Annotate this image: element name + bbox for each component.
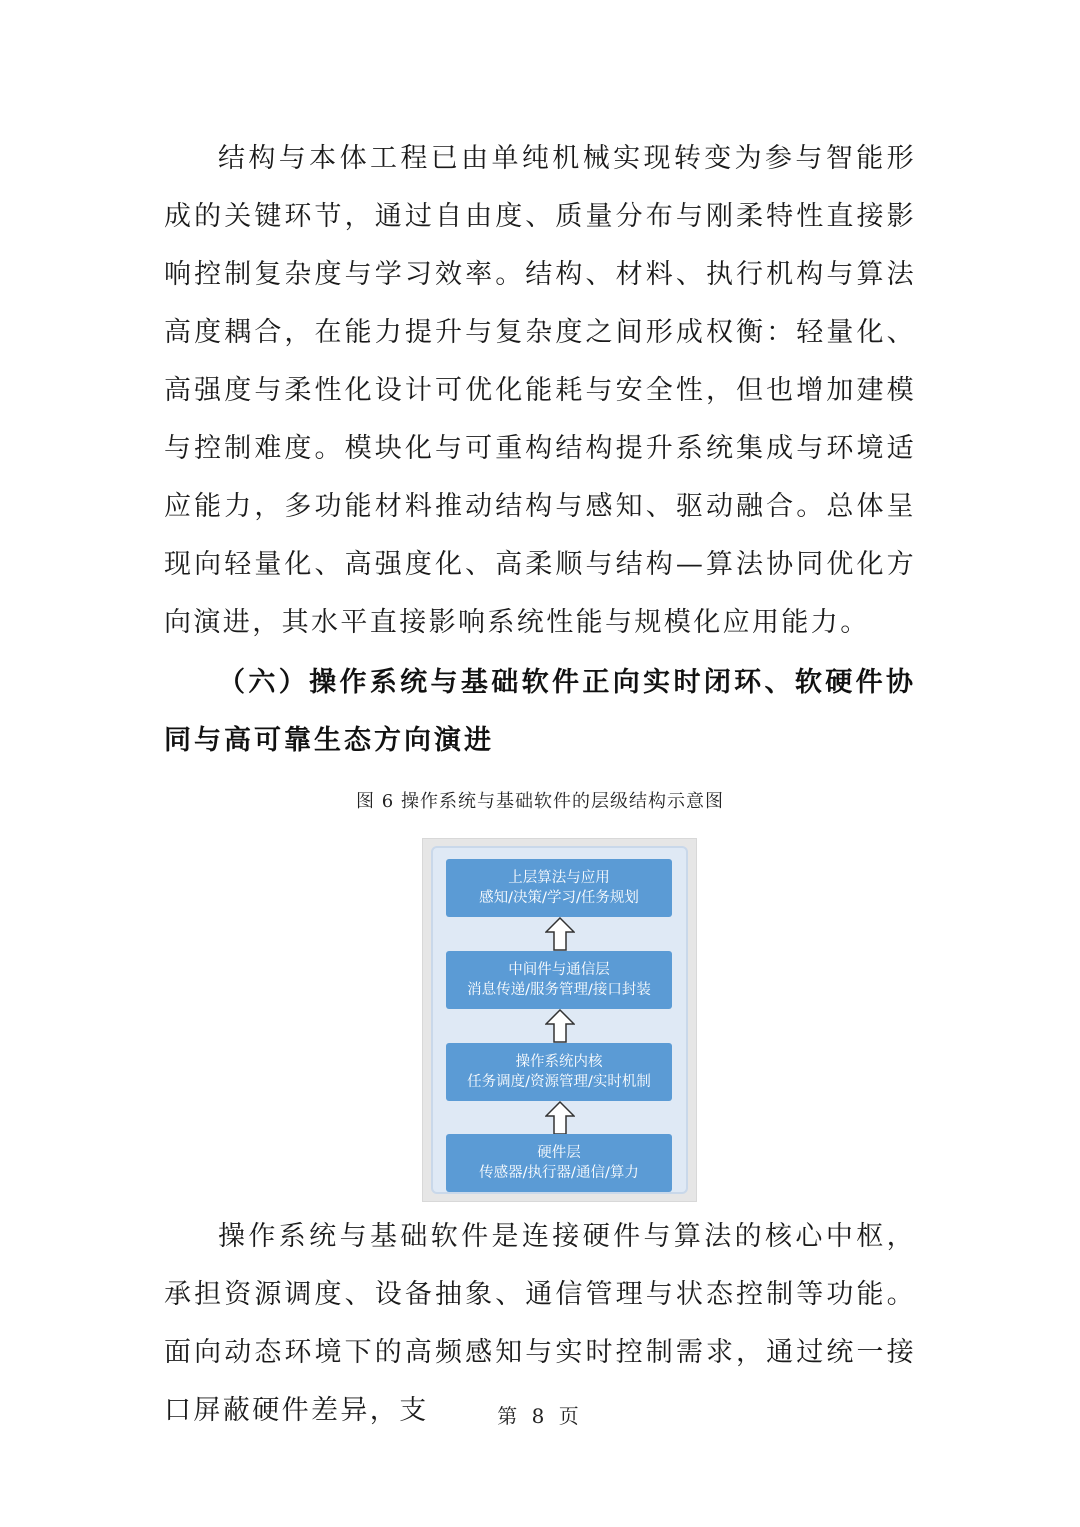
layer-hardware-title: 硬件层	[537, 1145, 581, 1161]
layer-application-title: 上层算法与应用	[508, 870, 610, 886]
layer-kernel	[446, 1043, 672, 1101]
layer-application-subtitle: 感知/决策/学习/任务规划	[479, 890, 639, 906]
body-paragraph-1: 结构与本体工程已由单纯机械实现转变为参与智能形成的关键环节，通过自由度、质量分布与刚柔特性直接影响控制复杂度与学习效率。结构、材料、执行机构与算法高度耦合，在能力提升与复杂度之间形成权衡：轻量化、高强度与柔性化设计可优化能耗与安全性，但也增加建模与控制难度。模块化与可重构结构提升系统集成与环境适应能力，多功能材料推动结构与感知、驱动融合。总体呈现向轻量化、高强度化、高柔顺与结构—算法协同优化方向演进，其水平直接影响系统性能与规模化应用能力。	[164, 143, 916, 638]
section-heading: （六）操作系统与基础软件正向实时闭环、软硬件协同与高可靠生态方向演进	[164, 667, 916, 756]
layer-kernel-subtitle: 任务调度/资源管理/实时机制	[467, 1074, 651, 1090]
up-arrow-icon	[545, 1009, 575, 1043]
body-paragraph-2: 操作系统与基础软件是连接硬件与算法的核心中枢，承担资源调度、设备抽象、通信管理与状态控制等功能。面向动态环境下的高频感知与实时控制需求，通过统一接口屏蔽硬件差异，支	[164, 1221, 916, 1426]
layer-hardware-subtitle: 传感器/执行器/通信/算力	[479, 1165, 639, 1181]
layer-middleware-subtitle: 消息传递/服务管理/接口封装	[467, 982, 651, 998]
layer-diagram	[422, 838, 697, 1202]
diagram-panel	[431, 846, 688, 1194]
page-number: 第 8 页	[497, 1404, 583, 1428]
up-arrow-icon	[545, 917, 575, 951]
layer-hardware	[446, 1134, 672, 1192]
layer-middleware	[446, 951, 672, 1009]
layer-kernel-title: 操作系统内核	[515, 1054, 603, 1070]
layer-application	[446, 859, 672, 917]
layer-middleware-title: 中间件与通信层	[508, 962, 610, 978]
figure-caption: 图 6 操作系统与基础软件的层级结构示意图	[356, 791, 724, 812]
up-arrow-icon	[545, 1101, 575, 1135]
